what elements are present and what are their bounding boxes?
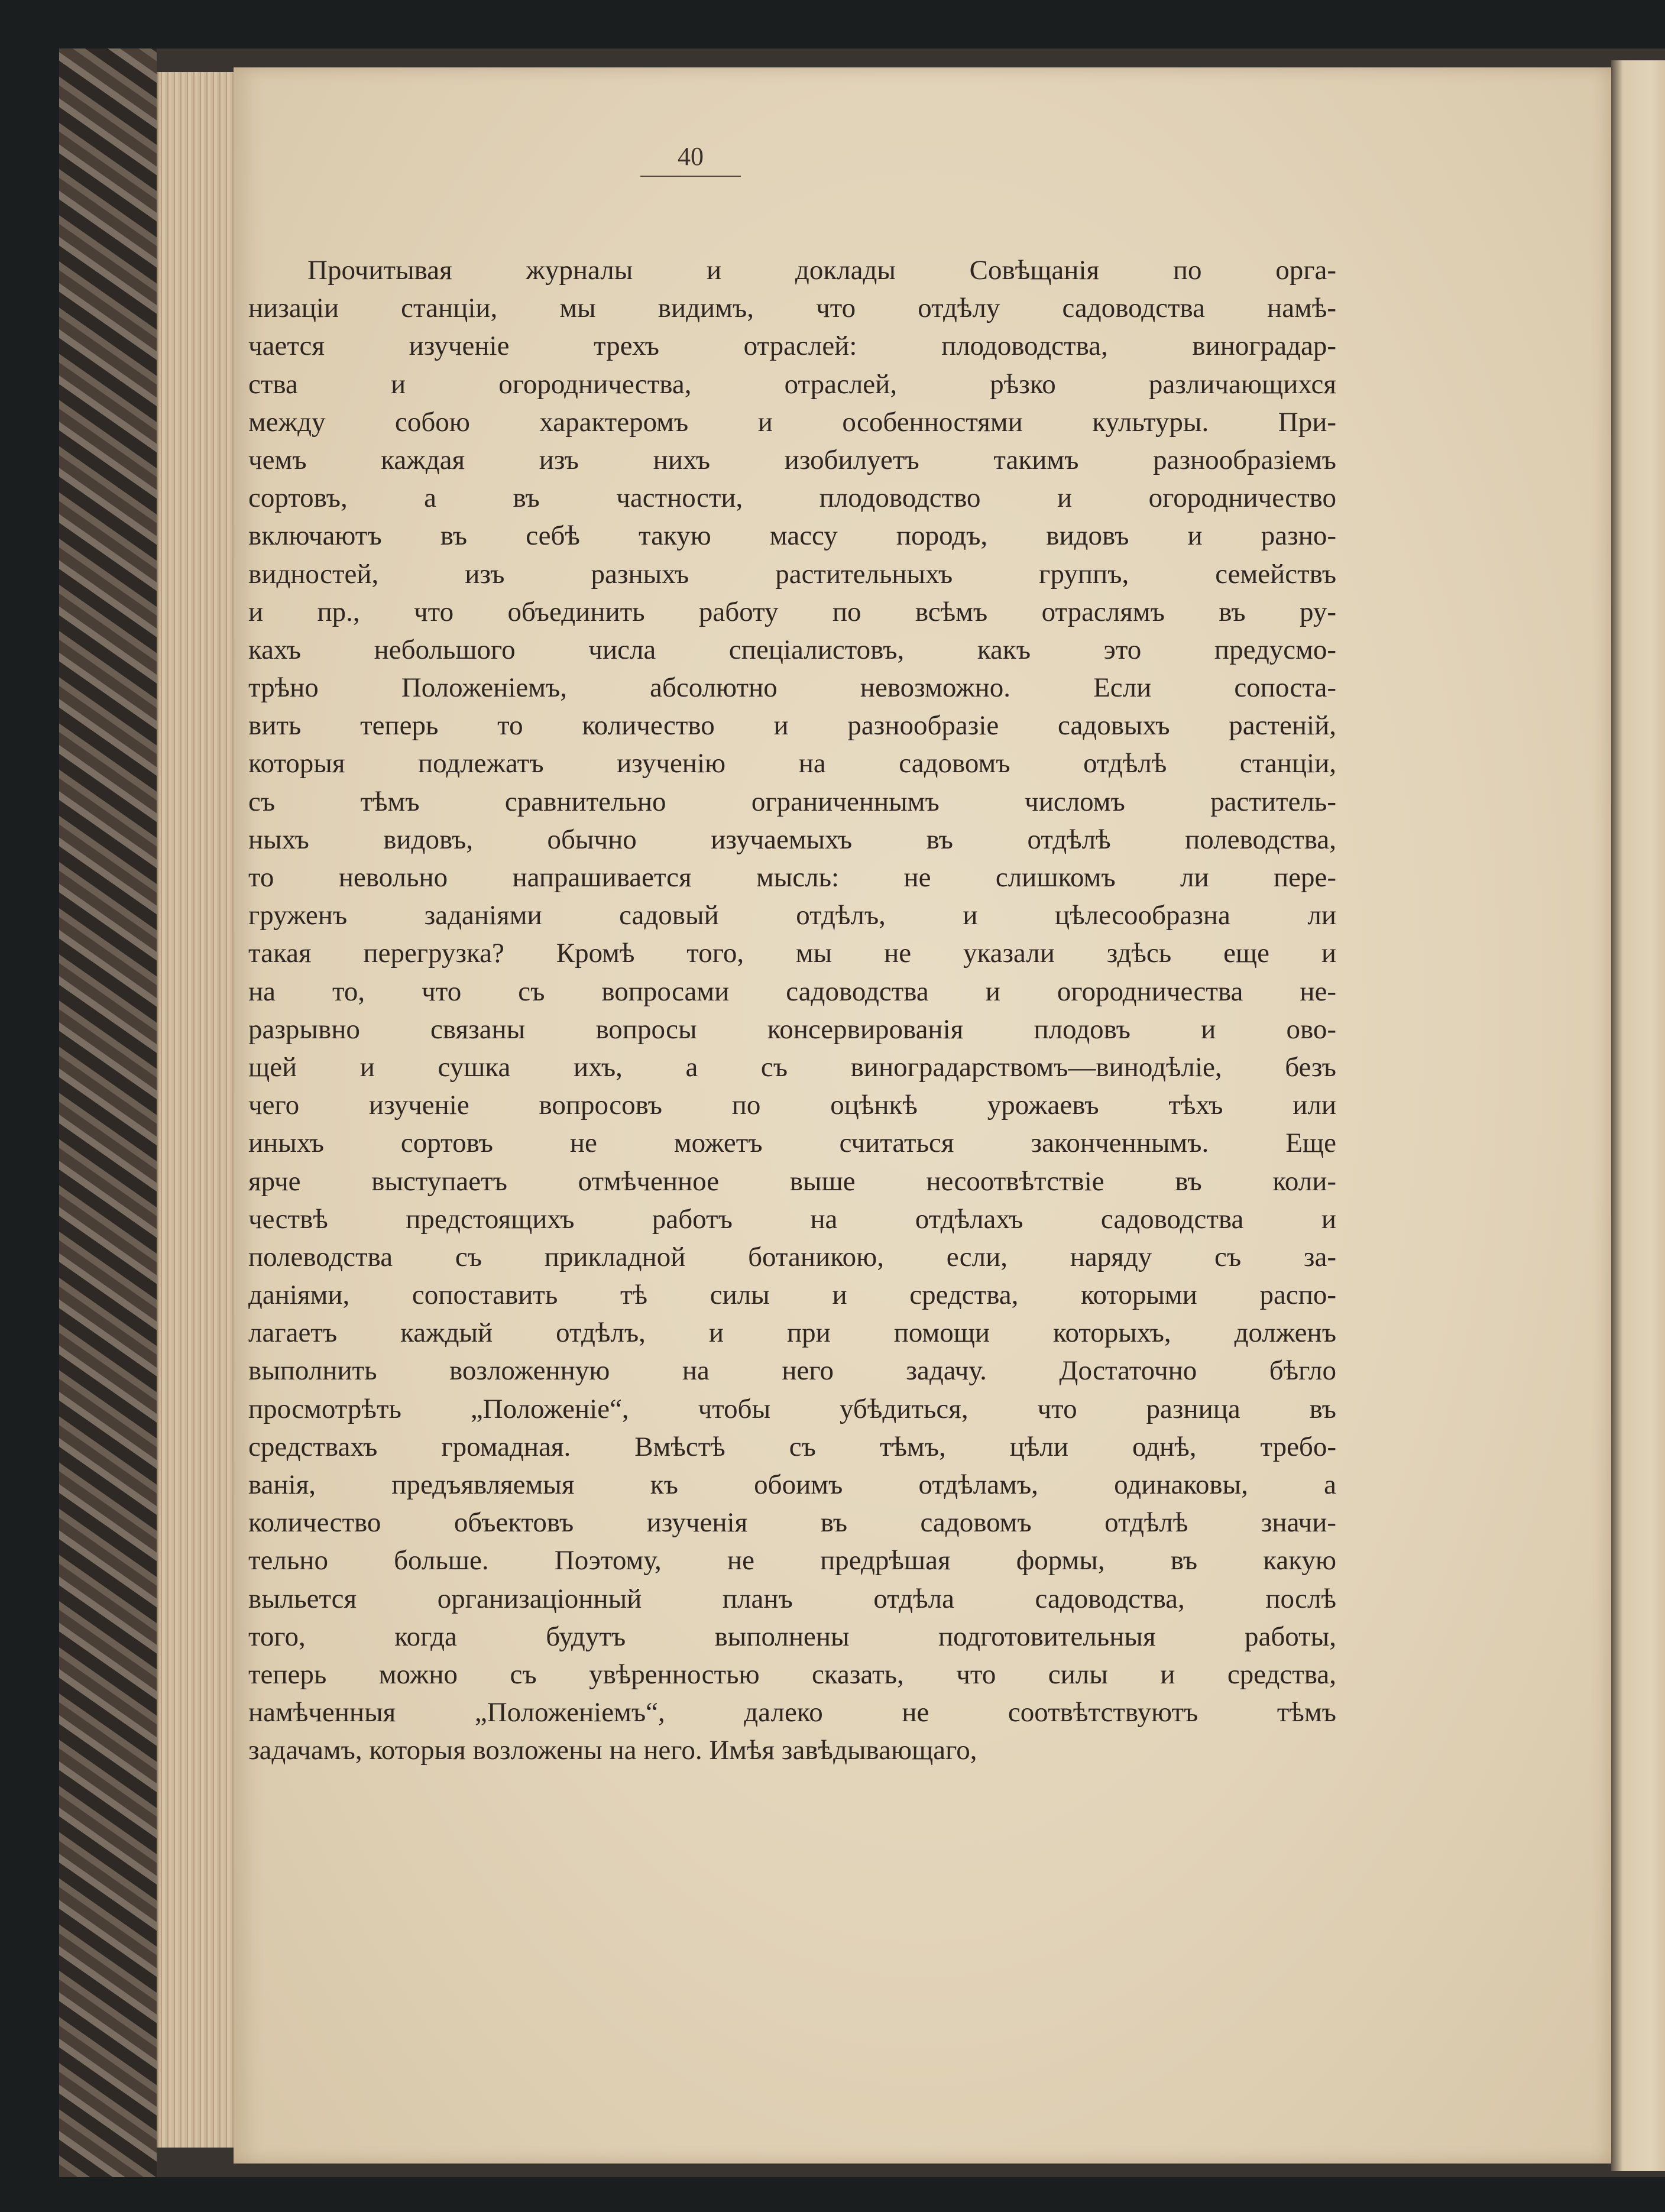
text-line: даніями, сопоставить тѣ силы и средства, которыми распо- [248,1280,1336,1311]
text-line: средствахъ громадная. Вмѣстѣ съ тѣмъ, цѣли однѣ, требо- [248,1431,1336,1462]
text-line: щей и сушка ихъ, а съ виноградарствомъ—винодѣліе, безъ [248,1051,1336,1083]
text-line: на то, что съ вопросами садоводства и огородничества не- [248,976,1336,1007]
text-line: сортовъ, а въ частности, плодоводство и огородничество [248,482,1336,514]
body-text [248,251,1336,1770]
text-line: ства и огородничества, отраслей, рѣзко различающихся [248,368,1336,400]
text-line: лагаетъ каждый отдѣлъ, и при помощи которыхъ, долженъ [248,1317,1336,1349]
text-line: видностей, изъ разныхъ растительныхъ группъ, семействъ [248,558,1336,590]
text-line: съ тѣмъ сравнительно ограниченнымъ числомъ раститель- [248,786,1336,817]
text-line: чествѣ предстоящихъ работъ на отдѣлахъ садоводства и [248,1203,1336,1235]
text-line: задачамъ, которыя возложены на него. Имѣя завѣдывающаго, [248,1735,977,1766]
text-line: ярче выступаетъ отмѣченное выше несоотвѣтствіе въ коли- [248,1165,1336,1197]
page-edges [157,72,235,2148]
text-line: выльется организаціонный планъ отдѣла садоводства, послѣ [248,1583,1336,1614]
text-line: включаютъ въ себѣ такую массу породъ, видовъ и разно- [248,520,1336,552]
text-line: вить теперь то количество и разнообразіе садовыхъ растеній, [248,710,1336,741]
page-number: 40 [678,142,704,171]
text-line: намѣченныя „Положеніемъ“, далеко не соотвѣтствуютъ тѣмъ [248,1697,1336,1728]
text-line: трѣно Положеніемъ, абсолютно невозможно. Если сопоста- [248,672,1336,704]
marbled-cover [59,48,157,2177]
text-line: такая перегрузка? Кромѣ того, мы не указали здѣсь еще и [248,938,1336,969]
text-line: Прочитывая журналы и доклады Совѣщанія по орга- [307,255,1336,286]
text-line: выполнить возложенную на него задачу. Достаточно бѣгло [248,1355,1336,1387]
text-line: чемъ каждая изъ нихъ изобилуетъ такимъ разнообразіемъ [248,444,1336,475]
header-rule [640,176,741,177]
text-line: просмотрѣть „Положеніе“, чтобы убѣдиться, что разница въ [248,1393,1336,1424]
text-line: то невольно напрашивается мысль: не слишкомъ ли пере- [248,862,1336,893]
text-line: кахъ небольшого числа спеціалистовъ, какъ это предусмо- [248,634,1336,665]
text-line: полеводства съ прикладной ботаникою, если, наряду съ за- [248,1241,1336,1272]
text-line: количество объектовъ изученія въ садовомъ отдѣлѣ значи- [248,1507,1336,1539]
text-line: разрывно связаны вопросы консервированія плодовъ и ово- [248,1013,1336,1045]
text-line: иныхъ сортовъ не можетъ считаться законченнымъ. Еще [248,1128,1336,1159]
text-line: чается изученіе трехъ отраслей: плодоводства, виноградар- [248,331,1336,362]
text-line: того, когда будутъ выполнены подготовительныя работы, [248,1621,1336,1652]
text-line: чего изученіе вопросовъ по оцѣнкѣ урожаевъ тѣхъ или [248,1090,1336,1121]
text-line: и пр., что объединить работу по всѣмъ отраслямъ въ ру- [248,596,1336,627]
text-line: между собою характеромъ и особенностями культуры. При- [248,406,1336,438]
text-line: низаціи станціи, мы видимъ, что отдѣлу садоводства намѣ- [248,293,1336,324]
text-line: тельно больше. Поэтому, не предрѣшая формы, въ какую [248,1545,1336,1576]
text-line: ванія, предъявляемыя къ обоимъ отдѣламъ, одинаковы, а [248,1469,1336,1500]
text-line: теперь можно съ увѣренностью сказать, что силы и средства, [248,1659,1336,1690]
text-line: груженъ заданіями садовый отдѣлъ, и цѣлесообразна ли [248,900,1336,931]
page-header [640,139,741,177]
text-line: ныхъ видовъ, обычно изучаемыхъ въ отдѣлѣ полеводства, [248,824,1336,855]
text-line: которыя подлежатъ изученію на садовомъ отдѣлѣ станціи, [248,748,1336,779]
next-page-edge [1611,60,1665,2171]
